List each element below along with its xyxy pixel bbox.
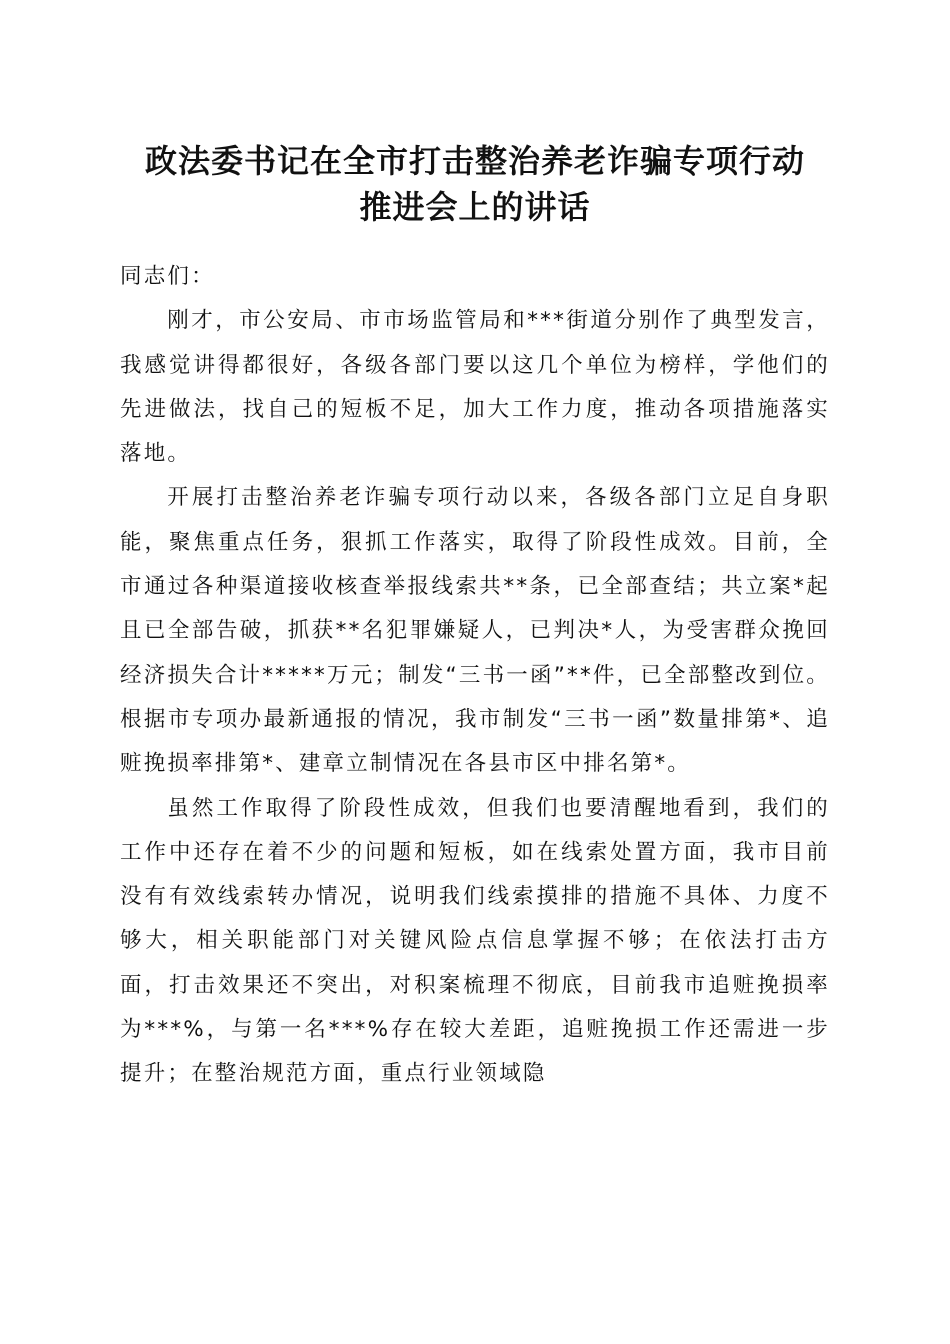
paragraph-1: 刚才，市公安局、市市场监管局和***街道分别作了典型发言，我感觉讲得都很好，各级各部门要以这几个单位为榜样，学他们的先进做法，找自己的短板不足，加大工作力度，推动各项措施落实落地。	[120, 308, 830, 467]
document-title-line2: 推进会上的讲话	[359, 188, 591, 226]
document-title-line1: 政法委书记在全市打击整治养老诈骗专项行动	[144, 142, 805, 180]
paragraph-2: 开展打击整治养老诈骗专项行动以来，各级各部门立足自身职能，聚焦重点任务，狠抓工作落实，取得了阶段性成效。目前，全市通过各种渠道接收核查举报线索共**条，已全部查结；共立案*起且已全部告破，抓获**名犯罪嫌疑人，已判决*人，为受害群众挽回经济损失合计*****万元；制发“三书一函”**件，已全部整改到位。根据市专项办最新通报的情况，我市制发“三书一函”数量排第*、追赃挽损率排第*、建章立制情况在各县市区中排名第*。	[120, 485, 830, 777]
document-body	[120, 255, 830, 1097]
salutation: 同志们：	[120, 264, 215, 289]
paragraph-3: 虽然工作取得了阶段性成效，但我们也要清醒地看到，我们的工作中还存在着不少的问题和短板，如在线索处置方面，我市目前没有有效线索转办情况，说明我们线索摸排的措施不具体、力度不够大，相关职能部门对关键风险点信息掌握不够；在依法打击方面，打击效果还不突出，对积案梳理不彻底，目前我市追赃挽损率为***%，与第一名***%存在较大差距，追赃挽损工作还需进一步提升；在整治规范方面，重点行业领域隐	[120, 795, 830, 1087]
